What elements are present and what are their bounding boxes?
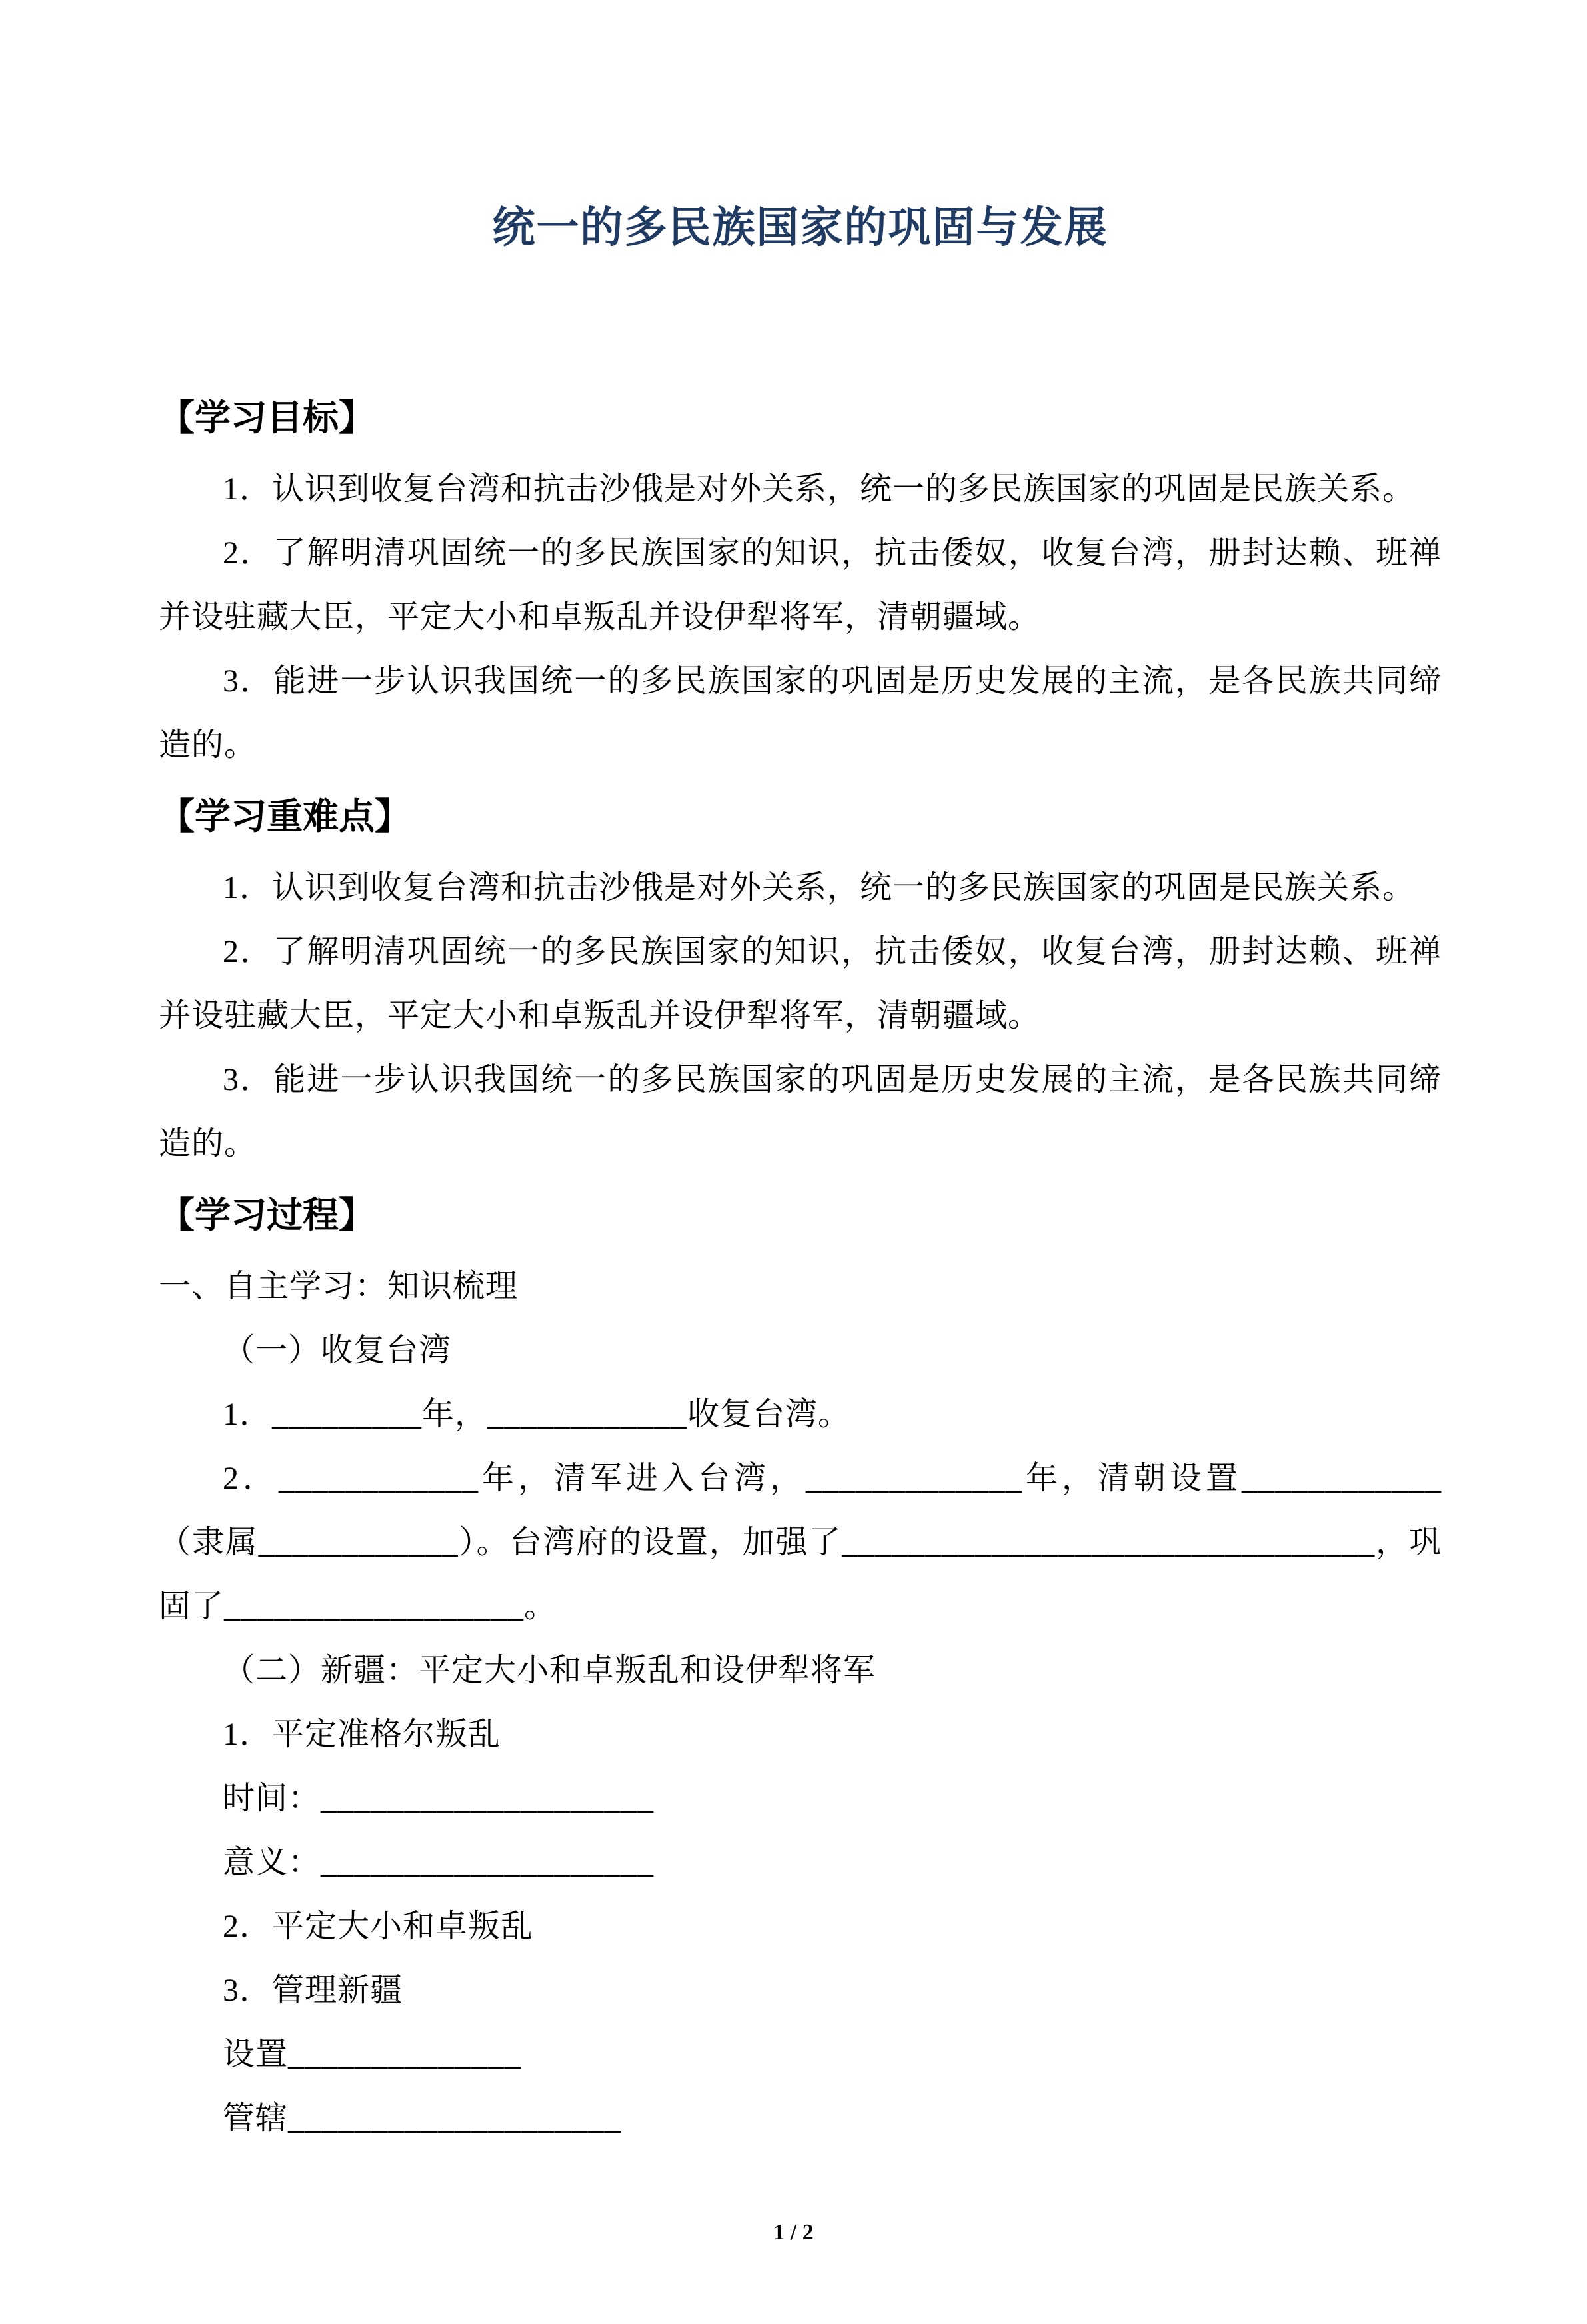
objectives-item-3: 3．能进一步认识我国统一的多民族国家的巩固是历史发展的主流，是各民族共同缔造的。 [159,663,1442,763]
process-heading: 【学习过程】 [159,1195,375,1236]
section-key-points [159,777,1442,1176]
process-line-manage-xinjiang: 3．管理新疆 [223,1973,403,2009]
process-blank-line-time: 时间：____________________ [223,1781,655,1817]
process-line-self-study: 一、自主学习：知识梳理 [159,1269,519,1305]
key-points-item-2: 2．了解明清巩固统一的多民族国家的知识，抗击倭奴，收复台湾，册封达赖、班禅并设驻藏大臣，平定大小和卓叛乱并设伊犁将军，清朝疆域。 [159,934,1442,1034]
key-points-heading: 【学习重难点】 [159,797,411,837]
key-points-item-1: 1．认识到收复台湾和抗击沙俄是对外关系，统一的多民族国家的巩固是民族关系。 [223,870,1416,906]
section-process [159,1176,1442,2151]
process-blank-line-taiwan-2: 2．____________年，清军进入台湾，_____________年，清朝设置____________（隶属____________）。台湾府的设置，加强了________________________________，巩固了__________________。 [159,1461,1442,1625]
objectives-item-2: 2．了解明清巩固统一的多民族国家的知识，抗击倭奴，收复台湾，册封达赖、班禅并设驻藏大臣，平定大小和卓叛乱并设伊犁将军，清朝疆域。 [159,535,1442,635]
key-points-item-3: 3．能进一步认识我国统一的多民族国家的巩固是历史发展的主流，是各民族共同缔造的。 [159,1062,1442,1162]
page-number: 1 / 2 [773,2220,814,2245]
process-line-taiwan-heading: （一）收复台湾 [223,1333,452,1369]
document-title: 统一的多民族国家的巩固与发展 [492,204,1108,251]
process-blank-line-setup: 设置______________ [223,2037,522,2073]
section-objectives [159,379,1442,777]
process-blank-line-jurisdiction: 管辖____________________ [223,2101,622,2137]
process-line-rebellion: 1．平定准格尔叛乱 [223,1717,501,1753]
objectives-item-1: 1．认识到收复台湾和抗击沙俄是对外关系，统一的多民族国家的巩固是民族关系。 [223,471,1416,507]
objectives-heading: 【学习目标】 [159,398,375,439]
process-line-dazhuo-rebellion: 2．平定大小和卓叛乱 [223,1909,534,1945]
process-blank-line-meaning: 意义：____________________ [223,1845,655,1881]
process-blank-line-taiwan-1: 1．_________年，____________收复台湾。 [223,1397,851,1433]
process-line-xinjiang-heading: （二）新疆：平定大小和卓叛乱和设伊犁将军 [223,1653,876,1689]
